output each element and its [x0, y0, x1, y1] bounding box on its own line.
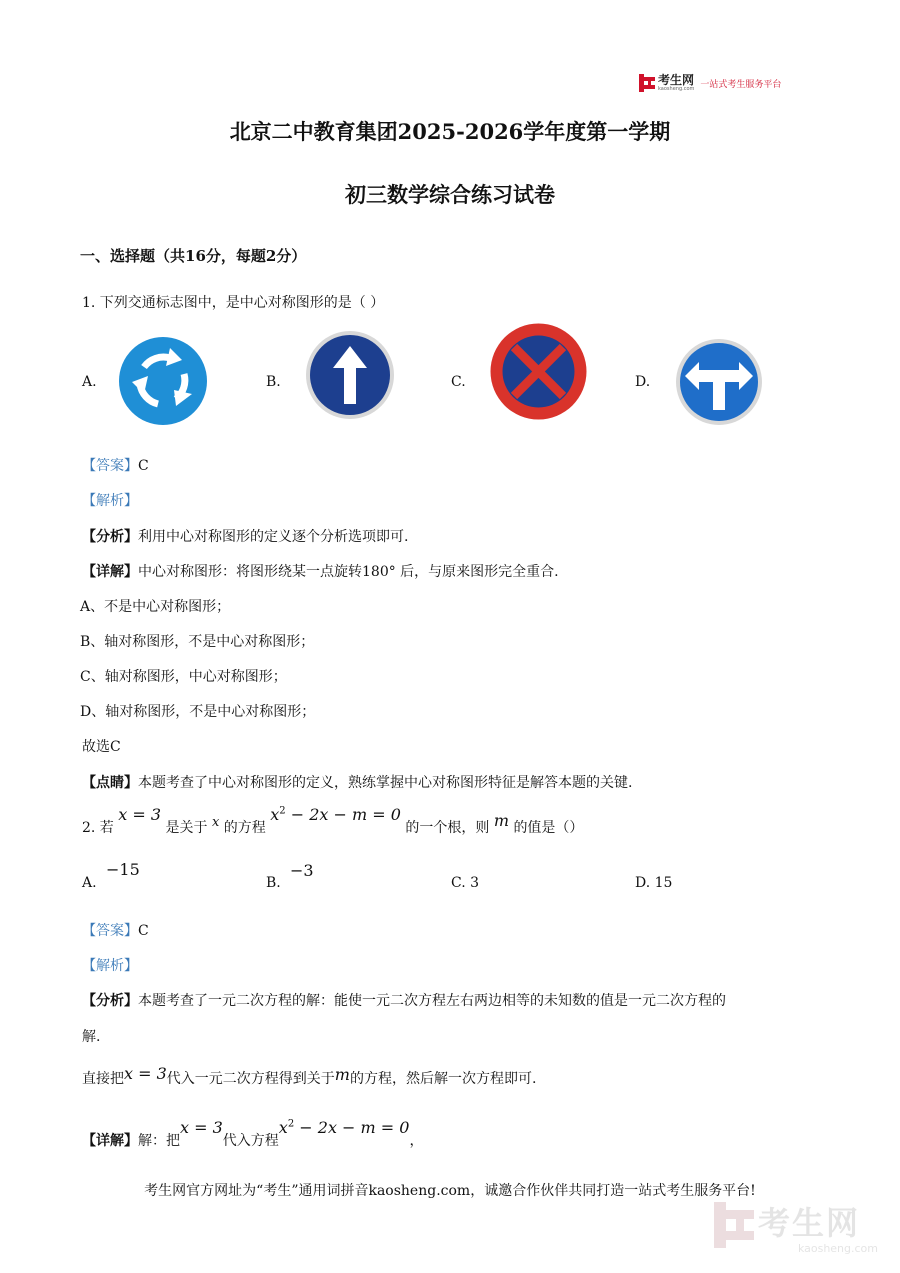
q1-option-b-label: B. [266, 374, 281, 390]
xiangjie-text: 中心对称图形：将图形绕某一点旋转180° 后，与原来图形完全重合. [138, 564, 559, 580]
q2-option-d-value: 15 [654, 875, 673, 891]
watermark [714, 1198, 878, 1255]
watermark-name: 考生网 [757, 1204, 860, 1242]
answer-value: C [138, 458, 149, 474]
direct-end: 的方程，然后解一次方程即可. [349, 1071, 537, 1087]
q1-xiangjie [82, 561, 559, 581]
q2-answer [82, 920, 149, 940]
q2-option-d [635, 875, 672, 891]
direct-condition: x = 3 [124, 1064, 167, 1083]
xiangjie-tag: 【详解】 [82, 564, 138, 580]
q1-choose [82, 736, 121, 756]
answer-tag: 【答案】 [82, 923, 138, 939]
xiangjie-tag: 【详解】 [82, 1133, 138, 1149]
q2-option-c-value: 3 [470, 875, 480, 891]
xiangjie-prefix: 解：把 [138, 1133, 180, 1149]
q2-option-c-label: C. [451, 875, 466, 891]
q1-item-b: B、轴对称图形，不是中心对称图形； [80, 634, 315, 650]
q1-option-a-label: A. [82, 374, 97, 390]
q1-stem: 1. 下列交通标志图中，是中心对称图形的是（ ） [82, 295, 385, 311]
xiangjie-equation [279, 1118, 410, 1137]
xiangjie-eq-x: x [278, 1118, 288, 1137]
xiangjie-condition: x = 3 [180, 1118, 223, 1137]
xiangjie-eq-sup: 2 [287, 1118, 295, 1130]
no-stopping-sign-icon [490, 323, 587, 420]
choose-value: C [110, 739, 121, 755]
q2-option-c [451, 875, 479, 891]
fenxi-tag: 【分析】 [82, 993, 138, 1009]
direct-mid: 代入一元二次方程得到关于 [166, 1071, 335, 1087]
q2-equation [270, 805, 401, 824]
q2-eq-rest: − 2x − m = 0 [285, 805, 401, 824]
q2-direct [82, 1064, 537, 1088]
q2-eq-x: x [270, 805, 280, 824]
q2-option-a-label: A. [82, 875, 97, 891]
q2-var-x: x [211, 815, 220, 830]
fenxi-text: 本题考查了一元二次方程的解：能使一元二次方程左右两边相等的未知数的值是一元二次方程的 [138, 993, 726, 1009]
xiangjie-end: ， [409, 1133, 424, 1149]
q2-fenxi-line2: 解. [82, 1029, 101, 1045]
section-heading: 一、选择题（共16分，每题2分） [80, 247, 307, 265]
q2-xiangjie [82, 1118, 423, 1150]
q1-dianjing [82, 772, 632, 792]
header-logo[interactable] [639, 72, 781, 94]
q1-answer [82, 455, 149, 475]
direct-prefix: 直接把 [82, 1071, 124, 1087]
analysis-tag: 【解析】 [82, 958, 138, 974]
q1-fenxi [82, 526, 408, 546]
q2-num: 2. 若 [82, 820, 114, 836]
q2-condition: x = 3 [118, 805, 162, 824]
watermark-domain: kaosheng.com [797, 1242, 878, 1255]
q2-stem [82, 805, 583, 835]
logo-slogan: 一站式考生服务平台 [700, 79, 782, 90]
q1-item-d: D、轴对称图形，不是中心对称图形； [80, 704, 316, 720]
page-footer: 考生网官方网址为“考生”通用词拼音kaosheng.com，诚邀合作伙伴共同打造一站式考生服务平台! [144, 1183, 756, 1199]
roundabout-sign-icon [118, 336, 208, 426]
q1-item-a: A、不是中心对称图形； [80, 599, 231, 615]
watermark-logo-icon [714, 1202, 754, 1252]
page-subtitle: 初三数学综合练习试卷 [345, 182, 555, 207]
q2-option-d-label: D. [635, 875, 651, 891]
q2-option-b-label: B. [266, 875, 281, 891]
q2-t4: 的值是（） [513, 820, 584, 836]
kaosheng-logo-icon [639, 74, 655, 92]
dianjing-tag: 【点睛】 [82, 775, 138, 791]
q1-option-c-label: C. [451, 374, 466, 390]
q2-t3: 的一个根，则 [405, 820, 490, 836]
q1-item-c: C、轴对称图形，中心对称图形； [80, 669, 287, 685]
direct-var-m: m [334, 1065, 350, 1084]
dianjing-text: 本题考查了中心对称图形的定义，熟练掌握中心对称图形特征是解答本题的关键. [138, 775, 633, 791]
q2-fenxi [82, 990, 726, 1010]
q2-eq-sup: 2 [279, 805, 286, 817]
q2-var-m: m [493, 811, 509, 830]
q2-t1: 是关于 [165, 820, 208, 836]
logo-name: 考生网 [658, 73, 695, 87]
q2-option-a-value: −15 [106, 860, 140, 879]
xiangjie-mid: 代入方程 [222, 1133, 279, 1149]
fenxi-text: 利用中心对称图形的定义逐个分析选项即可. [138, 529, 409, 545]
q2-t2: 的方程 [223, 820, 266, 836]
q2-option-b-value: −3 [290, 861, 314, 880]
analysis-tag: 【解析】 [82, 493, 138, 509]
left-or-right-turn-sign-icon [675, 338, 763, 426]
fenxi-tag: 【分析】 [82, 529, 138, 545]
q1-option-d-label: D. [635, 374, 651, 390]
answer-value: C [138, 923, 149, 939]
straight-ahead-sign-icon [305, 330, 395, 420]
choose-prefix: 故选 [82, 739, 110, 755]
page-title: 北京二中教育集团2025-2026学年度第一学期 [229, 119, 671, 144]
answer-tag: 【答案】 [82, 458, 138, 474]
logo-domain: kaosheng.com [658, 86, 695, 92]
xiangjie-eq-rest: − 2x − m = 0 [294, 1118, 410, 1137]
